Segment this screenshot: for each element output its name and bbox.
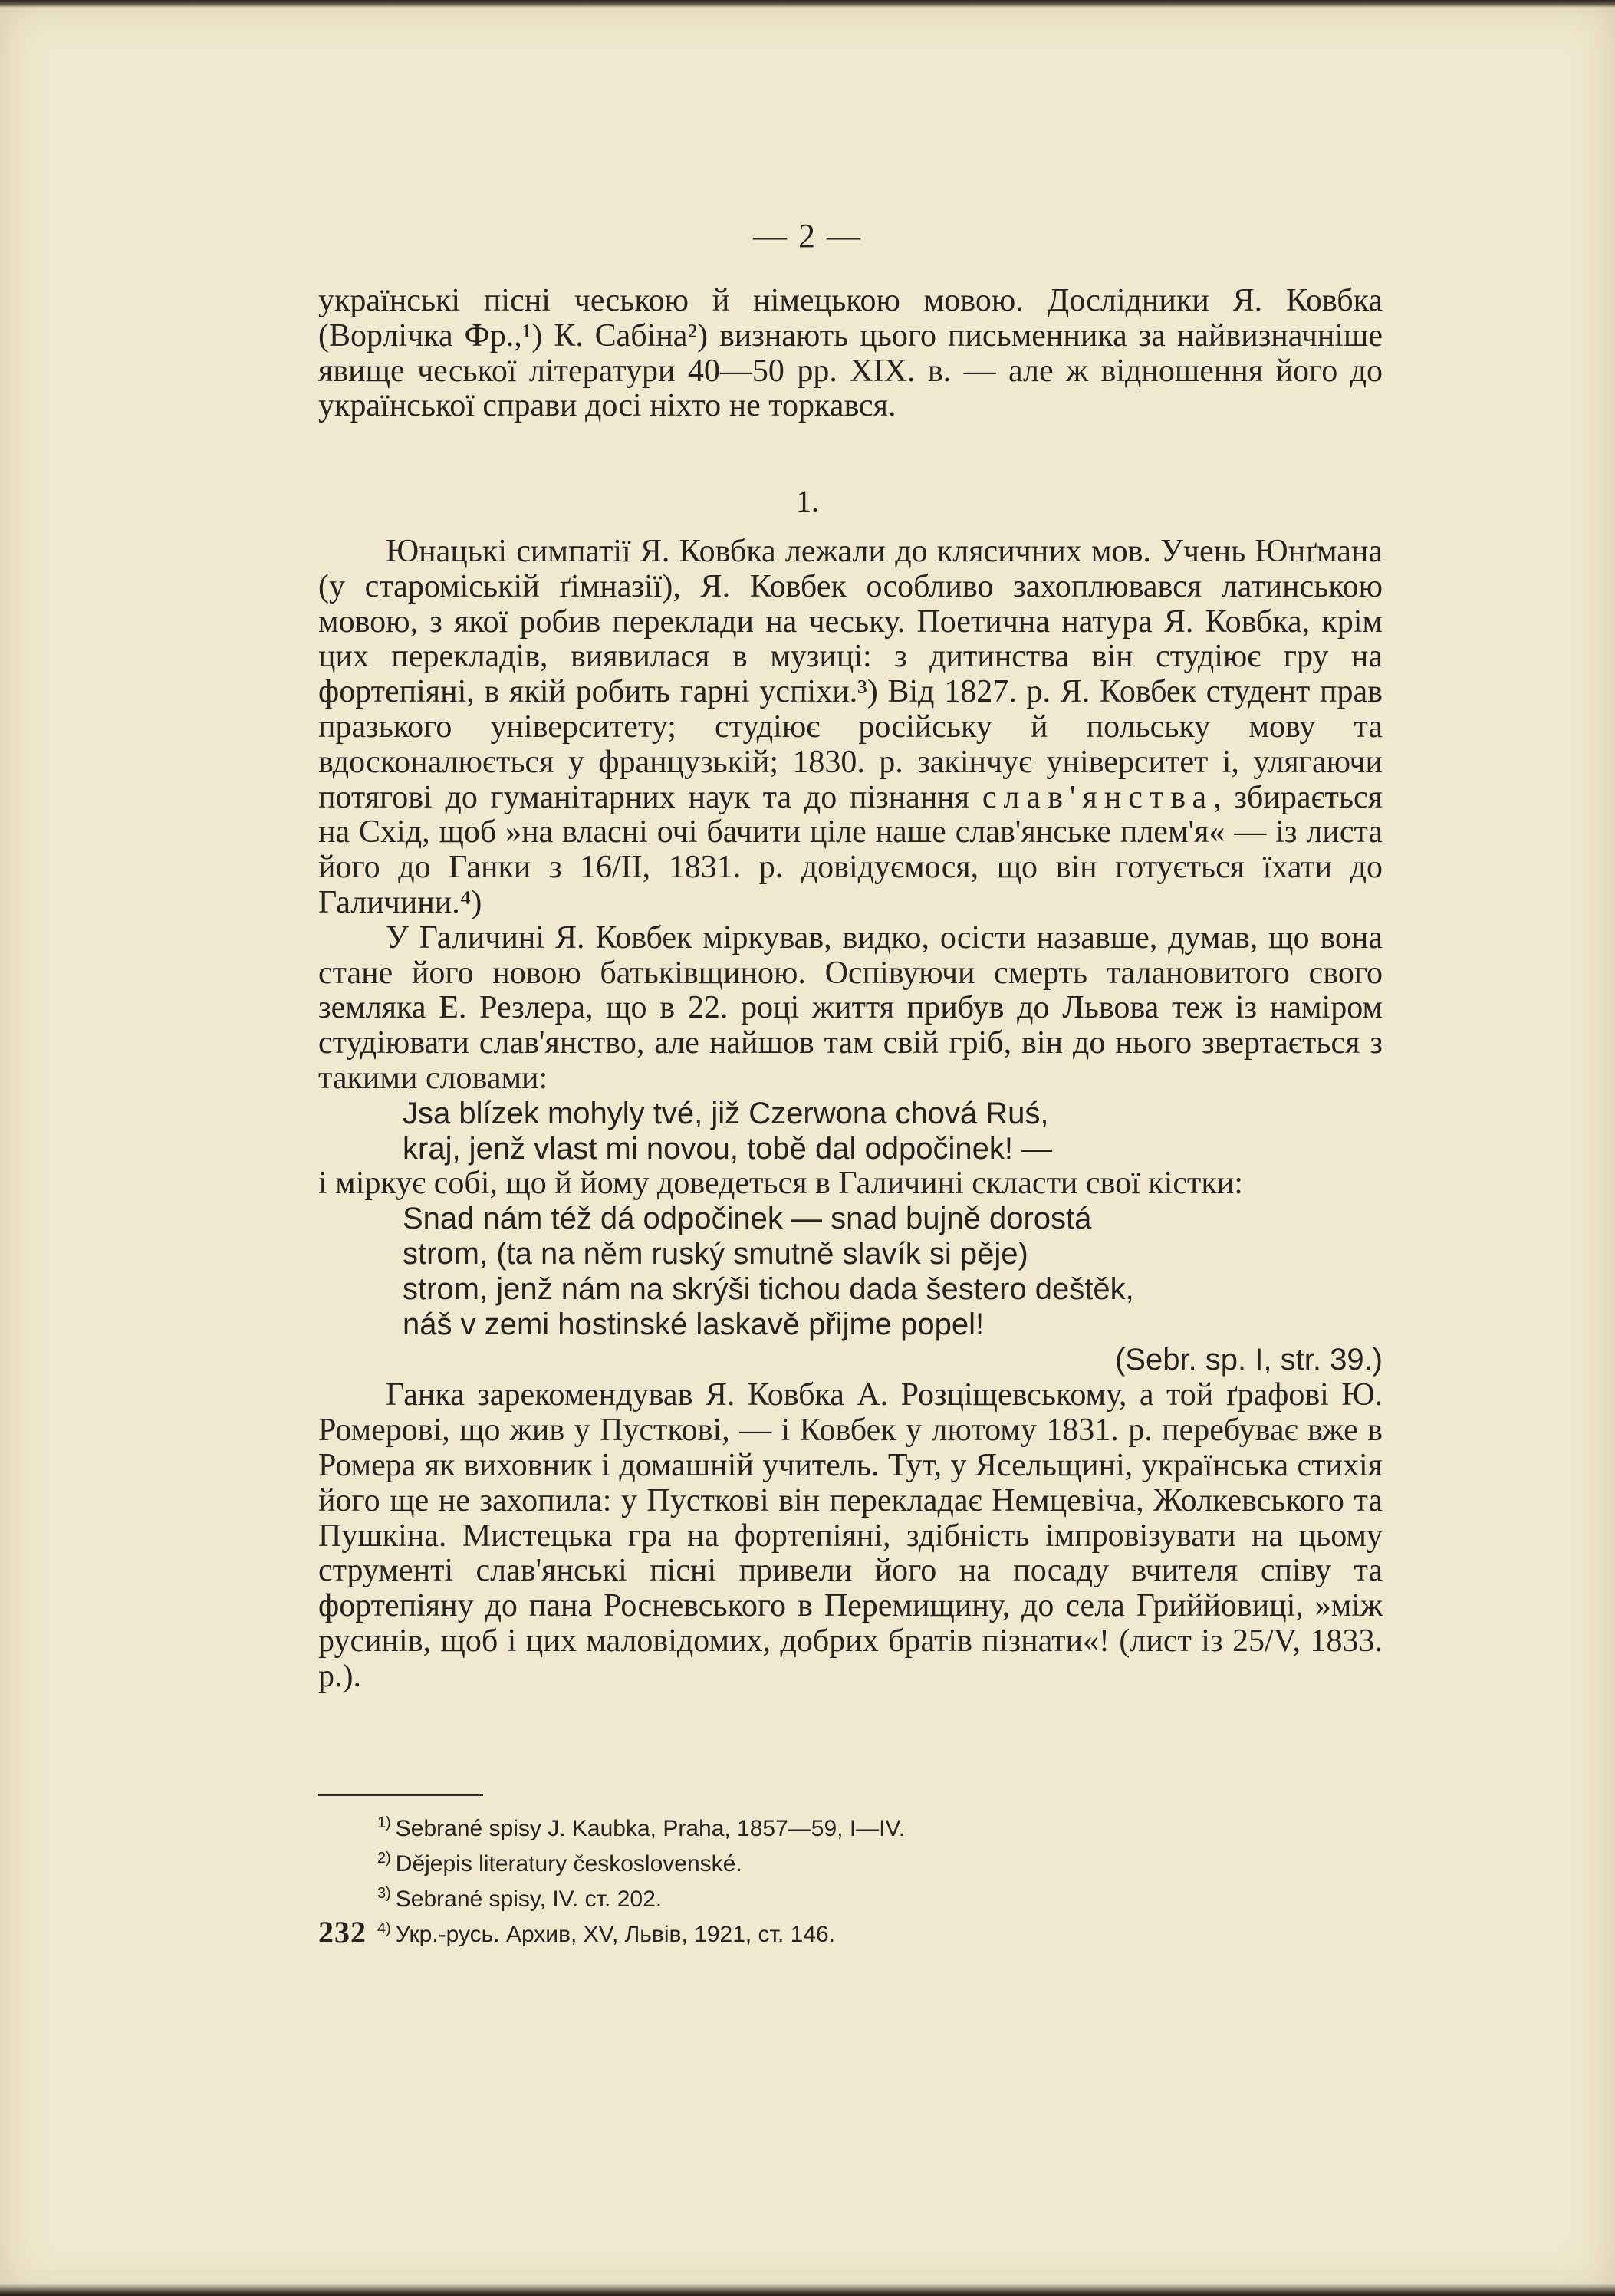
- page-number: 232: [318, 1915, 367, 1949]
- section-1-text: [318, 535, 1383, 1695]
- spaced-word: слав'янства: [982, 779, 1214, 815]
- paragraph-1-part-a: Юнацькі симпатії Я. Ковбка лежали до клясичних мов. Учень Юнґмана (у староміській ґімназії), Я. Ковбек особливо захоплювався латинською мовою, з якої робив переклади на чеську. Поетична натура Я. Ковбка, крім цих перекладів, виявилася в музиці: з дитинства він студіює гру на фортепіяні, в якій робить гарні успіхи.³) Від 1827. р. Я. Ковбек студент прав празького університету; студіює російську й польську мову та вдосконалюється у французькій; 1830. р. закінчує університет і, улягаючи потягові до гуманітарних наук та до пізнання: [318, 534, 1383, 815]
- footnote-4: [377, 1914, 1374, 1949]
- scan-top-edge: [0, 0, 1615, 8]
- verse-line: strom, jenž nám na skrýši tichou dada šestero deštěk,: [403, 1271, 1134, 1306]
- intro-paragraph-block: [318, 284, 1383, 424]
- verse-line: strom, (ta na něm ruský smutně slavík si pěje): [403, 1236, 1028, 1271]
- verse-quote-2: [403, 1202, 1383, 1342]
- verse-line: Snad nám též dá odpočinek — snad bujně dorostá: [403, 1202, 1092, 1236]
- verse-citation: (Sebr. sp. I, str. 39.): [1114, 1343, 1383, 1377]
- section-number: 1.: [796, 484, 819, 518]
- footnote-mark: 1): [377, 1814, 391, 1831]
- footnote-rule: [318, 1794, 483, 1796]
- paragraph-2: У Галичині Я. Ковбек міркував, видко, осісти назавше, думав, що вона стане його новою батьківщиною. Оспівуючи смерть талановитого свого земляка Е. Резлера, що в 22. році життя прибув до Львова теж із наміром студіювати слав'янство, але найшов там свій гріб, він до нього звертається з такими словами:: [318, 919, 1383, 1096]
- footnote-text: Dějepis literatury československé.: [395, 1851, 742, 1877]
- paragraph-3: і міркує собі, що й йому доведеться в Галичині скласти свої кістки:: [318, 1166, 1243, 1202]
- footnotes: [377, 1808, 1374, 1949]
- footnote-text: Укр.-русь. Архив, XV, Львів, 1921, ст. 146.: [395, 1922, 836, 1947]
- footnote-text: Sebrané spisy J. Kaubka, Praha, 1857—59, I—IV.: [395, 1816, 906, 1841]
- verse-line: Jsa blízek mohyly tvé, již Czerwona chová Ruś,: [403, 1096, 1049, 1130]
- footnote-mark: 4): [377, 1920, 391, 1937]
- footnote-mark: 2): [377, 1850, 391, 1867]
- footnote-2: [377, 1844, 1374, 1879]
- verse-line: náš v zemi hostinské laskavě přijme popel!: [403, 1307, 985, 1341]
- paragraph-1-part-b: , збирається на Схід, щоб »на власні очі бачити ціле наше слав'янське плем'я« — із листа його до Ганки з 16/II, 1831. р. довідуємося, що він готується їхати до Галичини.⁴): [318, 779, 1383, 920]
- footnote-mark: 3): [377, 1885, 391, 1902]
- verse-line: kraj, jenž vlast mi novou, tobě dal odpočinek! —: [403, 1131, 1053, 1166]
- footnote-1: [377, 1808, 1374, 1844]
- paragraph-4: Ганка зарекомендував Я. Ковбка А. Розціщевському, а той ґрафові Ю. Ромерові, що жив у Пусткові, — і Ковбек у лютому 1831. р. перебуває вже в Ромера як виховник і домашній учитель. Тут, у Ясельщині, українська стихія його ще не захопила: у Пусткові він перекладає Немцевіча, Жолкевського та Пушкіна. Мистецька гра на фортепіяні, здібність імпровізувати на цьому струменті слав'янські пісні привели його на посаду вчителя співу та фортепіяну до пана Росневського в Перемищину, до села Гриййовиці, »між русинів, щоб і цих маловідомих, добрих братів пізнати«! (лист із 25/V, 1833. р.).: [318, 1377, 1383, 1694]
- paragraph-1: [318, 535, 1383, 921]
- verse-quote-1: [403, 1097, 1383, 1167]
- footnote-text: Sebrané spisy, IV. ст. 202.: [395, 1886, 663, 1912]
- scan-bottom-edge: [0, 2284, 1615, 2296]
- running-head: — 2 —: [753, 217, 862, 255]
- footnote-3: [377, 1879, 1374, 1914]
- intro-paragraph: українські пісні чеською й німецькою мовою. Дослідники Я. Ковбка (Ворлічка Фр.,¹) К. Сабіна²) визнають цього письменника за найвизначніше явище чеської літератури 40—50 рр. XIX. в. — але ж відношення його до української справи досі ніхто не торкався.: [318, 283, 1383, 424]
